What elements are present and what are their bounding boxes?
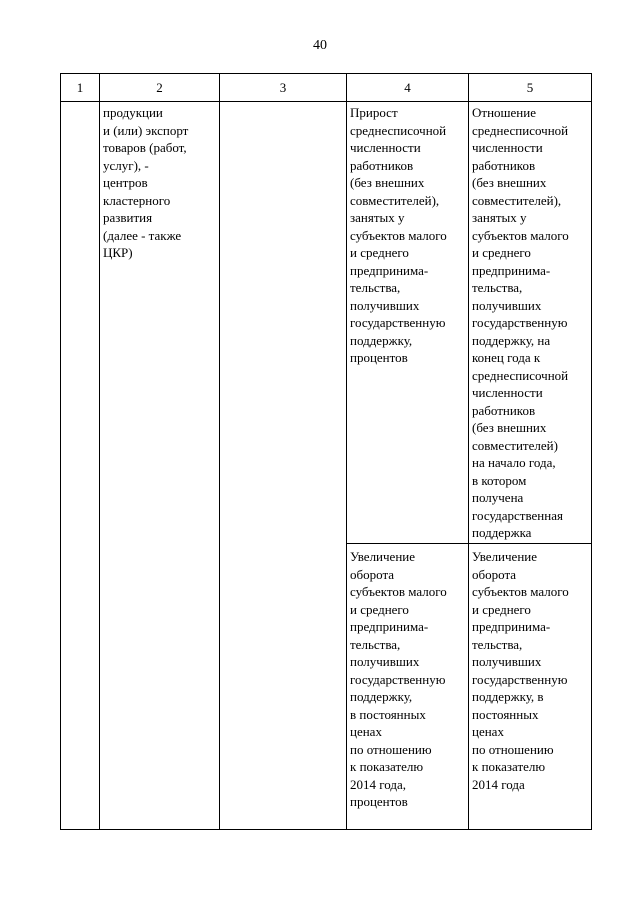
indicator-table	[60, 73, 592, 830]
table-row	[61, 102, 592, 544]
cell-indicator-method	[469, 102, 592, 544]
header-col-3: 3	[220, 74, 347, 102]
header-col-4: 4	[347, 74, 469, 102]
indicator-method-text: Отношение среднесписочной численности работников (без внешних совместителей), занятых у субъектов малого и среднего предпринима- тельства, получивших государственную поддержку, на конец года к среднесписочной численности работников (без внешних совместителей) на начало года, в котором получена государственная поддержка	[472, 105, 569, 540]
indicator-method-text: Увеличение оборота субъектов малого и среднего предпринима- тельства, получивших государственную поддержку, в постоянных ценах по отношению к показателю 2014 года	[472, 549, 569, 792]
header-col-5: 5	[469, 74, 592, 102]
cell-col-2-text: продукции и (или) экспорт товаров (работ, услуг), - центров кластерного развития (далее - также ЦКР)	[103, 105, 189, 260]
cell-col-1	[61, 102, 100, 830]
cell-col-2	[100, 102, 220, 830]
page-number: 40	[313, 38, 327, 53]
indicator-name-text: Увеличение оборота субъектов малого и среднего предпринима- тельства, получивших государственную поддержку, в постоянных ценах по отношению к показателю 2014 года, процентов	[350, 549, 447, 809]
cell-indicator-method	[469, 544, 592, 830]
indicator-name-text: Прирост среднесписочной численности работников (без внешних совместителей), занятых у субъектов малого и среднего предпринима- тельства, получивших государственную поддержку, процентов	[350, 105, 447, 365]
cell-indicator-name	[347, 102, 469, 544]
cell-indicator-name	[347, 544, 469, 830]
header-col-1: 1	[61, 74, 100, 102]
table-header-row	[61, 74, 592, 102]
header-col-2: 2	[100, 74, 220, 102]
cell-col-3	[220, 102, 347, 830]
